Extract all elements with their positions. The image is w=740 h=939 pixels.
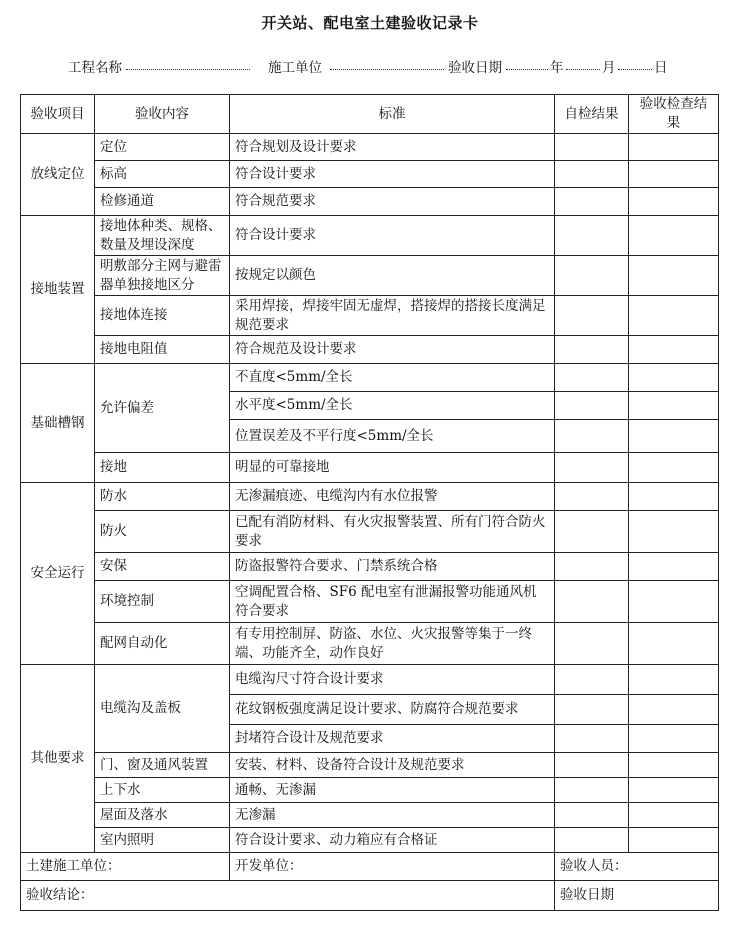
standard-cell: 符合规范要求 — [230, 188, 555, 216]
standard-cell: 符合规范及设计要求 — [230, 336, 555, 364]
project-name-label: 工程名称 — [68, 60, 122, 76]
standard-cell: 无渗漏痕迹、电缆沟内有水位报警 — [230, 483, 555, 511]
acceptance-result-cell[interactable] — [629, 188, 719, 216]
content-cell: 电缆沟及盖板 — [95, 665, 230, 753]
acceptance-result-cell[interactable] — [629, 553, 719, 581]
self-check-cell[interactable] — [555, 778, 629, 803]
content-cell: 防火 — [95, 511, 230, 553]
self-check-cell[interactable] — [555, 188, 629, 216]
category-safety: 安全运行 — [21, 483, 95, 665]
acceptance-result-cell[interactable] — [629, 483, 719, 511]
self-check-cell[interactable] — [555, 828, 629, 853]
self-check-cell[interactable] — [555, 623, 629, 665]
acceptance-result-cell[interactable] — [629, 828, 719, 853]
self-check-cell[interactable] — [555, 420, 629, 453]
month-label: 月 — [602, 60, 616, 76]
inspector-field[interactable]: 验收人员： — [555, 853, 719, 881]
table-row — [21, 803, 719, 828]
table-row — [21, 336, 719, 364]
standard-cell: 有专用控制屏、防盗、水位、火灾报警等集于一终端、功能齐全，动作良好 — [230, 623, 555, 665]
conclusion-field[interactable]: 验收结论： — [21, 881, 555, 911]
acceptance-result-cell[interactable] — [629, 725, 719, 753]
acceptance-result-cell[interactable] — [629, 420, 719, 453]
self-check-cell[interactable] — [555, 725, 629, 753]
header-standard: 标准 — [230, 95, 555, 134]
standard-cell: 电缆沟尺寸符合设计要求 — [230, 665, 555, 695]
standard-cell: 空调配置合格、SF6 配电室有泄漏报警功能通风机符合要求 — [230, 581, 555, 623]
standard-cell: 符合设计要求 — [230, 216, 555, 256]
construction-unit-label: 施工单位 — [268, 60, 322, 76]
standard-cell: 明显的可靠接地 — [230, 453, 555, 483]
content-cell: 防水 — [95, 483, 230, 511]
acceptance-table — [20, 94, 719, 911]
content-cell: 屋面及落水 — [95, 803, 230, 828]
table-row — [21, 623, 719, 665]
table-row — [21, 216, 719, 256]
self-check-cell[interactable] — [555, 695, 629, 725]
content-cell: 检修通道 — [95, 188, 230, 216]
table-row — [21, 296, 719, 336]
acceptance-result-cell[interactable] — [629, 581, 719, 623]
content-cell: 接地电阻值 — [95, 336, 230, 364]
acceptance-result-cell[interactable] — [629, 753, 719, 778]
project-name-blank[interactable] — [126, 69, 250, 70]
table-row — [21, 453, 719, 483]
self-check-cell[interactable] — [555, 256, 629, 296]
acceptance-result-cell[interactable] — [629, 134, 719, 161]
standard-cell: 无渗漏 — [230, 803, 555, 828]
signature-row — [21, 853, 719, 881]
acceptance-result-cell[interactable] — [629, 364, 719, 392]
standard-cell: 采用焊接，焊接牢固无虚焊，搭接焊的搭接长度满足规范要求 — [230, 296, 555, 336]
acceptance-result-cell[interactable] — [629, 161, 719, 188]
acceptance-result-cell[interactable] — [629, 665, 719, 695]
standard-cell: 安装、材料、设备符合设计及规范要求 — [230, 753, 555, 778]
table-row — [21, 581, 719, 623]
acceptance-result-cell[interactable] — [629, 511, 719, 553]
table-row — [21, 161, 719, 188]
standard-cell: 水平度<5mm/全长 — [230, 392, 555, 420]
acceptance-date-field[interactable]: 验收日期 — [555, 881, 719, 911]
category-channel-steel: 基础槽钢 — [21, 364, 95, 483]
content-cell: 接地体种类、规格、数量及埋设深度 — [95, 216, 230, 256]
table-row — [21, 665, 719, 695]
table-row — [21, 134, 719, 161]
content-cell: 明敷部分主网与避雷器单独接地区分 — [95, 256, 230, 296]
table-row — [21, 778, 719, 803]
acceptance-result-cell[interactable] — [629, 216, 719, 256]
table-row — [21, 256, 719, 296]
acceptance-result-cell[interactable] — [629, 296, 719, 336]
standard-cell: 符合规划及设计要求 — [230, 134, 555, 161]
self-check-cell[interactable] — [555, 483, 629, 511]
standard-cell: 按规定以颜色 — [230, 256, 555, 296]
table-row — [21, 364, 719, 392]
self-check-cell[interactable] — [555, 753, 629, 778]
content-cell: 定位 — [95, 134, 230, 161]
conclusion-row — [21, 881, 719, 911]
acceptance-result-cell[interactable] — [629, 453, 719, 483]
date-label: 验收日期 — [448, 60, 502, 76]
document-title: 开关站、配电室土建验收记录卡 — [261, 14, 479, 32]
meta-line — [68, 56, 708, 76]
self-check-cell[interactable] — [555, 581, 629, 623]
content-cell: 门、窗及通风装置 — [95, 753, 230, 778]
self-check-cell[interactable] — [555, 803, 629, 828]
standard-cell: 花纹钢板强度满足设计要求、防腐符合规范要求 — [230, 695, 555, 725]
table-row — [21, 511, 719, 553]
standard-cell: 封堵符合设计及规范要求 — [230, 725, 555, 753]
category-layout: 放线定位 — [21, 134, 95, 216]
content-cell: 上下水 — [95, 778, 230, 803]
standard-cell: 不直度<5mm/全长 — [230, 364, 555, 392]
content-cell: 接地 — [95, 453, 230, 483]
developer-field[interactable]: 开发单位： — [230, 853, 555, 881]
civil-unit-field[interactable]: 土建施工单位： — [21, 853, 230, 881]
header-row — [21, 95, 719, 134]
standard-cell: 通畅、无渗漏 — [230, 778, 555, 803]
self-check-cell[interactable] — [555, 453, 629, 483]
acceptance-result-cell[interactable] — [629, 695, 719, 725]
content-cell: 室内照明 — [95, 828, 230, 853]
self-check-cell[interactable] — [555, 296, 629, 336]
content-cell: 安保 — [95, 553, 230, 581]
header-self-check: 自检结果 — [555, 95, 629, 134]
acceptance-result-cell[interactable] — [629, 392, 719, 420]
content-cell: 配网自动化 — [95, 623, 230, 665]
self-check-cell[interactable] — [555, 161, 629, 188]
year-label: 年 — [550, 60, 564, 76]
self-check-cell[interactable] — [555, 553, 629, 581]
self-check-cell[interactable] — [555, 134, 629, 161]
standard-cell: 符合设计要求、动力箱应有合格证 — [230, 828, 555, 853]
header-item: 验收项目 — [21, 95, 95, 134]
standard-cell: 位置误差及不平行度<5mm/全长 — [230, 420, 555, 453]
table-row — [21, 828, 719, 853]
header-content: 验收内容 — [95, 95, 230, 134]
acceptance-result-cell[interactable] — [629, 256, 719, 296]
content-cell: 允许偏差 — [95, 364, 230, 453]
standard-cell: 防盗报警符合要求、门禁系统合格 — [230, 553, 555, 581]
table-row — [21, 753, 719, 778]
month-blank[interactable] — [566, 69, 600, 70]
header-acceptance-result: 验收检查结果 — [629, 95, 719, 134]
category-other: 其他要求 — [21, 665, 95, 853]
standard-cell: 已配有消防材料、有火灾报警装置、所有门符合防火要求 — [230, 511, 555, 553]
self-check-cell[interactable] — [555, 216, 629, 256]
day-blank[interactable] — [618, 69, 652, 70]
self-check-cell[interactable] — [555, 665, 629, 695]
self-check-cell[interactable] — [555, 511, 629, 553]
acceptance-result-cell[interactable] — [629, 803, 719, 828]
content-cell: 标高 — [95, 161, 230, 188]
table-row — [21, 483, 719, 511]
self-check-cell[interactable] — [555, 364, 629, 392]
standard-cell: 符合设计要求 — [230, 161, 555, 188]
construction-unit-blank[interactable] — [330, 69, 444, 70]
self-check-cell[interactable] — [555, 392, 629, 420]
acceptance-result-cell[interactable] — [629, 778, 719, 803]
category-grounding: 接地装置 — [21, 216, 95, 364]
year-blank[interactable] — [506, 69, 548, 70]
content-cell: 接地体连接 — [95, 296, 230, 336]
table-row — [21, 188, 719, 216]
day-label: 日 — [654, 60, 668, 76]
content-cell: 环境控制 — [95, 581, 230, 623]
self-check-cell[interactable] — [555, 336, 629, 364]
acceptance-result-cell[interactable] — [629, 336, 719, 364]
table-row — [21, 553, 719, 581]
acceptance-result-cell[interactable] — [629, 623, 719, 665]
